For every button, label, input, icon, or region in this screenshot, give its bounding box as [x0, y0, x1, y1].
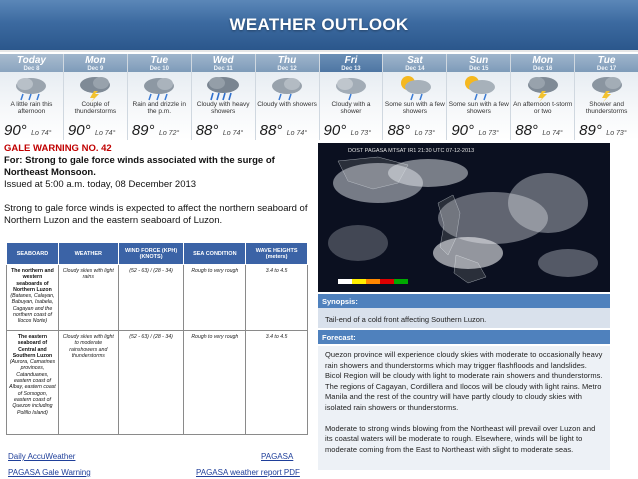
- table-cell-wind: (52 - 63) / (28 - 34): [118, 265, 184, 331]
- day-name: Mon: [532, 55, 553, 66]
- title-bar: [0, 0, 638, 52]
- forecast-day: [447, 54, 511, 140]
- high-temp: 88°: [195, 122, 219, 139]
- forecast-day: [192, 54, 256, 140]
- table-header: WIND FORCE (KPH)(KNOTS): [118, 243, 184, 265]
- high-temp: 88°: [515, 122, 538, 139]
- thunderstorm-icon: [587, 74, 627, 102]
- sun-shower-icon: [395, 74, 435, 102]
- day-name: Sat: [407, 55, 423, 66]
- day-description: Cloudy with showers: [257, 101, 317, 108]
- high-temp: 90°: [67, 122, 91, 139]
- forecast-label: Forecast:: [318, 330, 610, 344]
- high-temp: 88°: [259, 122, 283, 139]
- page-title: WEATHER OUTLOOK: [229, 15, 409, 34]
- showers-icon: [267, 74, 307, 102]
- day-name: Wed: [212, 55, 234, 66]
- gale-warning: [4, 143, 312, 227]
- forecast-day: [383, 54, 447, 140]
- table-row: [7, 331, 308, 435]
- low-temp: Lo 72°: [158, 130, 180, 137]
- day-date: Dec 8: [23, 66, 40, 72]
- day-description: Some sun with a few showers: [448, 101, 509, 115]
- rain-cloud-icon: [139, 74, 179, 102]
- day-date: Dec 15: [469, 66, 489, 72]
- satellite-map: [318, 143, 610, 292]
- table-cell-seaboard: The northern and western seaboards of Northern Luzon (Batanes, Calayan, Babuyan, Isabela, Cagayan and the northern coast of Ilocos Norte): [7, 265, 59, 331]
- high-temp: 90°: [4, 122, 27, 139]
- forecast-day: [128, 54, 192, 140]
- table-cell-seaboard: The eastern seaboard of Central and Southern Luzon (Aurora, Camarines provinces, Catanduanes, eastern coast of Albay, eastern coast of Sorsogon, eastern coast of Quezon including Polillo Island): [7, 331, 59, 435]
- day-description: Rain and drizzle in the p.m.: [132, 101, 186, 115]
- gale-issued: Issued at 5:00 a.m. today, 08 December 2013: [4, 179, 197, 190]
- thunderstorm-icon: [523, 74, 563, 102]
- forecast-text: [318, 346, 610, 470]
- table-cell-weather: Cloudy skies with light rains: [58, 265, 118, 331]
- table-cell-weather: Cloudy skies with light to moderate rainshowers and thunderstorms: [58, 331, 118, 435]
- forecast-strip: [0, 54, 638, 140]
- day-name: Tue: [150, 55, 169, 66]
- day-description: An afternoon t-storm or two: [513, 101, 573, 115]
- forecast-day: [575, 54, 638, 140]
- day-date: Dec 16: [533, 66, 553, 72]
- high-temp: 88°: [387, 122, 411, 139]
- day-date: Dec 10: [149, 66, 169, 72]
- table-cell-waves: 3.4 to 4.5: [246, 331, 308, 435]
- gale-warning-for: For: Strong to gale force winds associated with the surge of Northeast Monsoon.: [4, 155, 275, 178]
- day-name: Today: [16, 55, 46, 66]
- rain-cloud-icon: [11, 74, 51, 102]
- table-cell-sea: Rough to very rough: [184, 331, 246, 435]
- pagasa-link[interactable]: PAGASA: [261, 452, 294, 461]
- forecast-day: [320, 54, 384, 140]
- day-date: Dec 11: [213, 66, 233, 72]
- pagasa-weather-report-pdf-link[interactable]: PAGASA weather report PDF: [196, 468, 300, 477]
- day-date: Dec 17: [596, 66, 617, 72]
- satellite-image: [318, 143, 610, 292]
- day-name: Sun: [469, 55, 489, 66]
- daily-accuweather-link[interactable]: Daily AccuWeather: [8, 452, 76, 461]
- thunderstorm-icon: [75, 74, 115, 102]
- table-cell-wind: (52 - 63) / (28 - 34): [118, 331, 184, 435]
- sun-shower-icon: [459, 74, 499, 102]
- gale-warning-title: GALE WARNING NO. 42: [4, 143, 112, 154]
- day-date: Dec 9: [87, 66, 104, 72]
- day-date: Dec 13: [341, 66, 361, 72]
- day-description: A little rain this afternoon: [10, 101, 53, 115]
- shower-icon: [331, 74, 371, 102]
- pagasa-gale-warning-link[interactable]: PAGASA Gale Warning: [8, 468, 91, 477]
- table-header: WEATHER: [58, 243, 118, 265]
- forecast-day: [256, 54, 320, 140]
- forecast-paragraph: Quezon province will experience cloudy skies with moderate to occasionally heavy rain showers and thunderstorms which may trigger flashfloods and landslides. Bicol Region will be cloudy with light to moderate rain showers and thunderstorms. The regions of Cagayan, Cordillera and Ilocos will be cloudy with light rains. Metro Manila and the rest of the country will have partly cloudy to cloudy skies with isolated rain showers or thunderstorms.: [325, 350, 603, 412]
- forecast-day: [511, 54, 575, 140]
- low-temp: Lo 74°: [222, 130, 244, 137]
- low-temp: Lo 73°: [606, 130, 627, 137]
- table-header: SEA CONDITION: [184, 243, 246, 265]
- low-temp: Lo 73°: [478, 130, 499, 137]
- synopsis-label: Synopsis:: [318, 294, 610, 308]
- low-temp: Lo 73°: [414, 130, 435, 137]
- gale-body: Strong to gale force winds is expected to affect the northern seaboard of Northern Luzon and the eastern seaboard of Luzon.: [4, 203, 308, 226]
- low-temp: Lo 74°: [286, 130, 308, 137]
- heavy-showers-icon: [203, 74, 243, 102]
- day-name: Thu: [277, 55, 297, 66]
- table-cell-waves: 3.4 to 4.5: [246, 265, 308, 331]
- synopsis-text: Tail-end of a cold front affecting Southern Luzon.: [318, 308, 610, 328]
- forecast-paragraph: Moderate to strong winds blowing from the Northeast will prevail over Luzon and its coastal waters will be moderate to rough. Elsewhere, winds will be light to moderate coming from the East to Northeast with slight to moderate seas.: [325, 423, 596, 454]
- forecast-day: [64, 54, 128, 140]
- low-temp: Lo 74°: [95, 130, 116, 137]
- low-temp: Lo 74°: [31, 130, 52, 137]
- day-name: Tue: [597, 55, 616, 66]
- day-name: Mon: [85, 55, 106, 66]
- high-temp: 89°: [579, 122, 602, 139]
- day-date: Dec 14: [405, 66, 425, 72]
- day-date: Dec 12: [277, 66, 297, 72]
- high-temp: 90°: [323, 122, 347, 139]
- table-row: [7, 265, 308, 331]
- table-cell-sea: Rough to very rough: [184, 265, 246, 331]
- day-description: Shower and thunderstorms: [585, 101, 628, 115]
- low-temp: Lo 73°: [350, 130, 371, 137]
- day-description: Some sun with a few showers: [384, 101, 445, 115]
- day-description: Cloudy with a shower: [331, 101, 371, 115]
- table-header: SEABOARD: [7, 243, 59, 265]
- gale-table: [6, 242, 308, 435]
- high-temp: 89°: [131, 122, 155, 139]
- day-name: Fri: [344, 55, 358, 66]
- table-header: WAVE HEIGHTS (meters): [246, 243, 308, 265]
- satellite-caption: DOST PAGASA MTSAT IR1 21:30 UTC 07-12-2013: [348, 148, 475, 154]
- forecast-day: [0, 54, 64, 140]
- day-description: Couple of thunderstorms: [74, 101, 117, 115]
- low-temp: Lo 74°: [542, 130, 563, 137]
- day-description: Cloudy with heavy showers: [196, 101, 250, 115]
- high-temp: 90°: [451, 122, 475, 139]
